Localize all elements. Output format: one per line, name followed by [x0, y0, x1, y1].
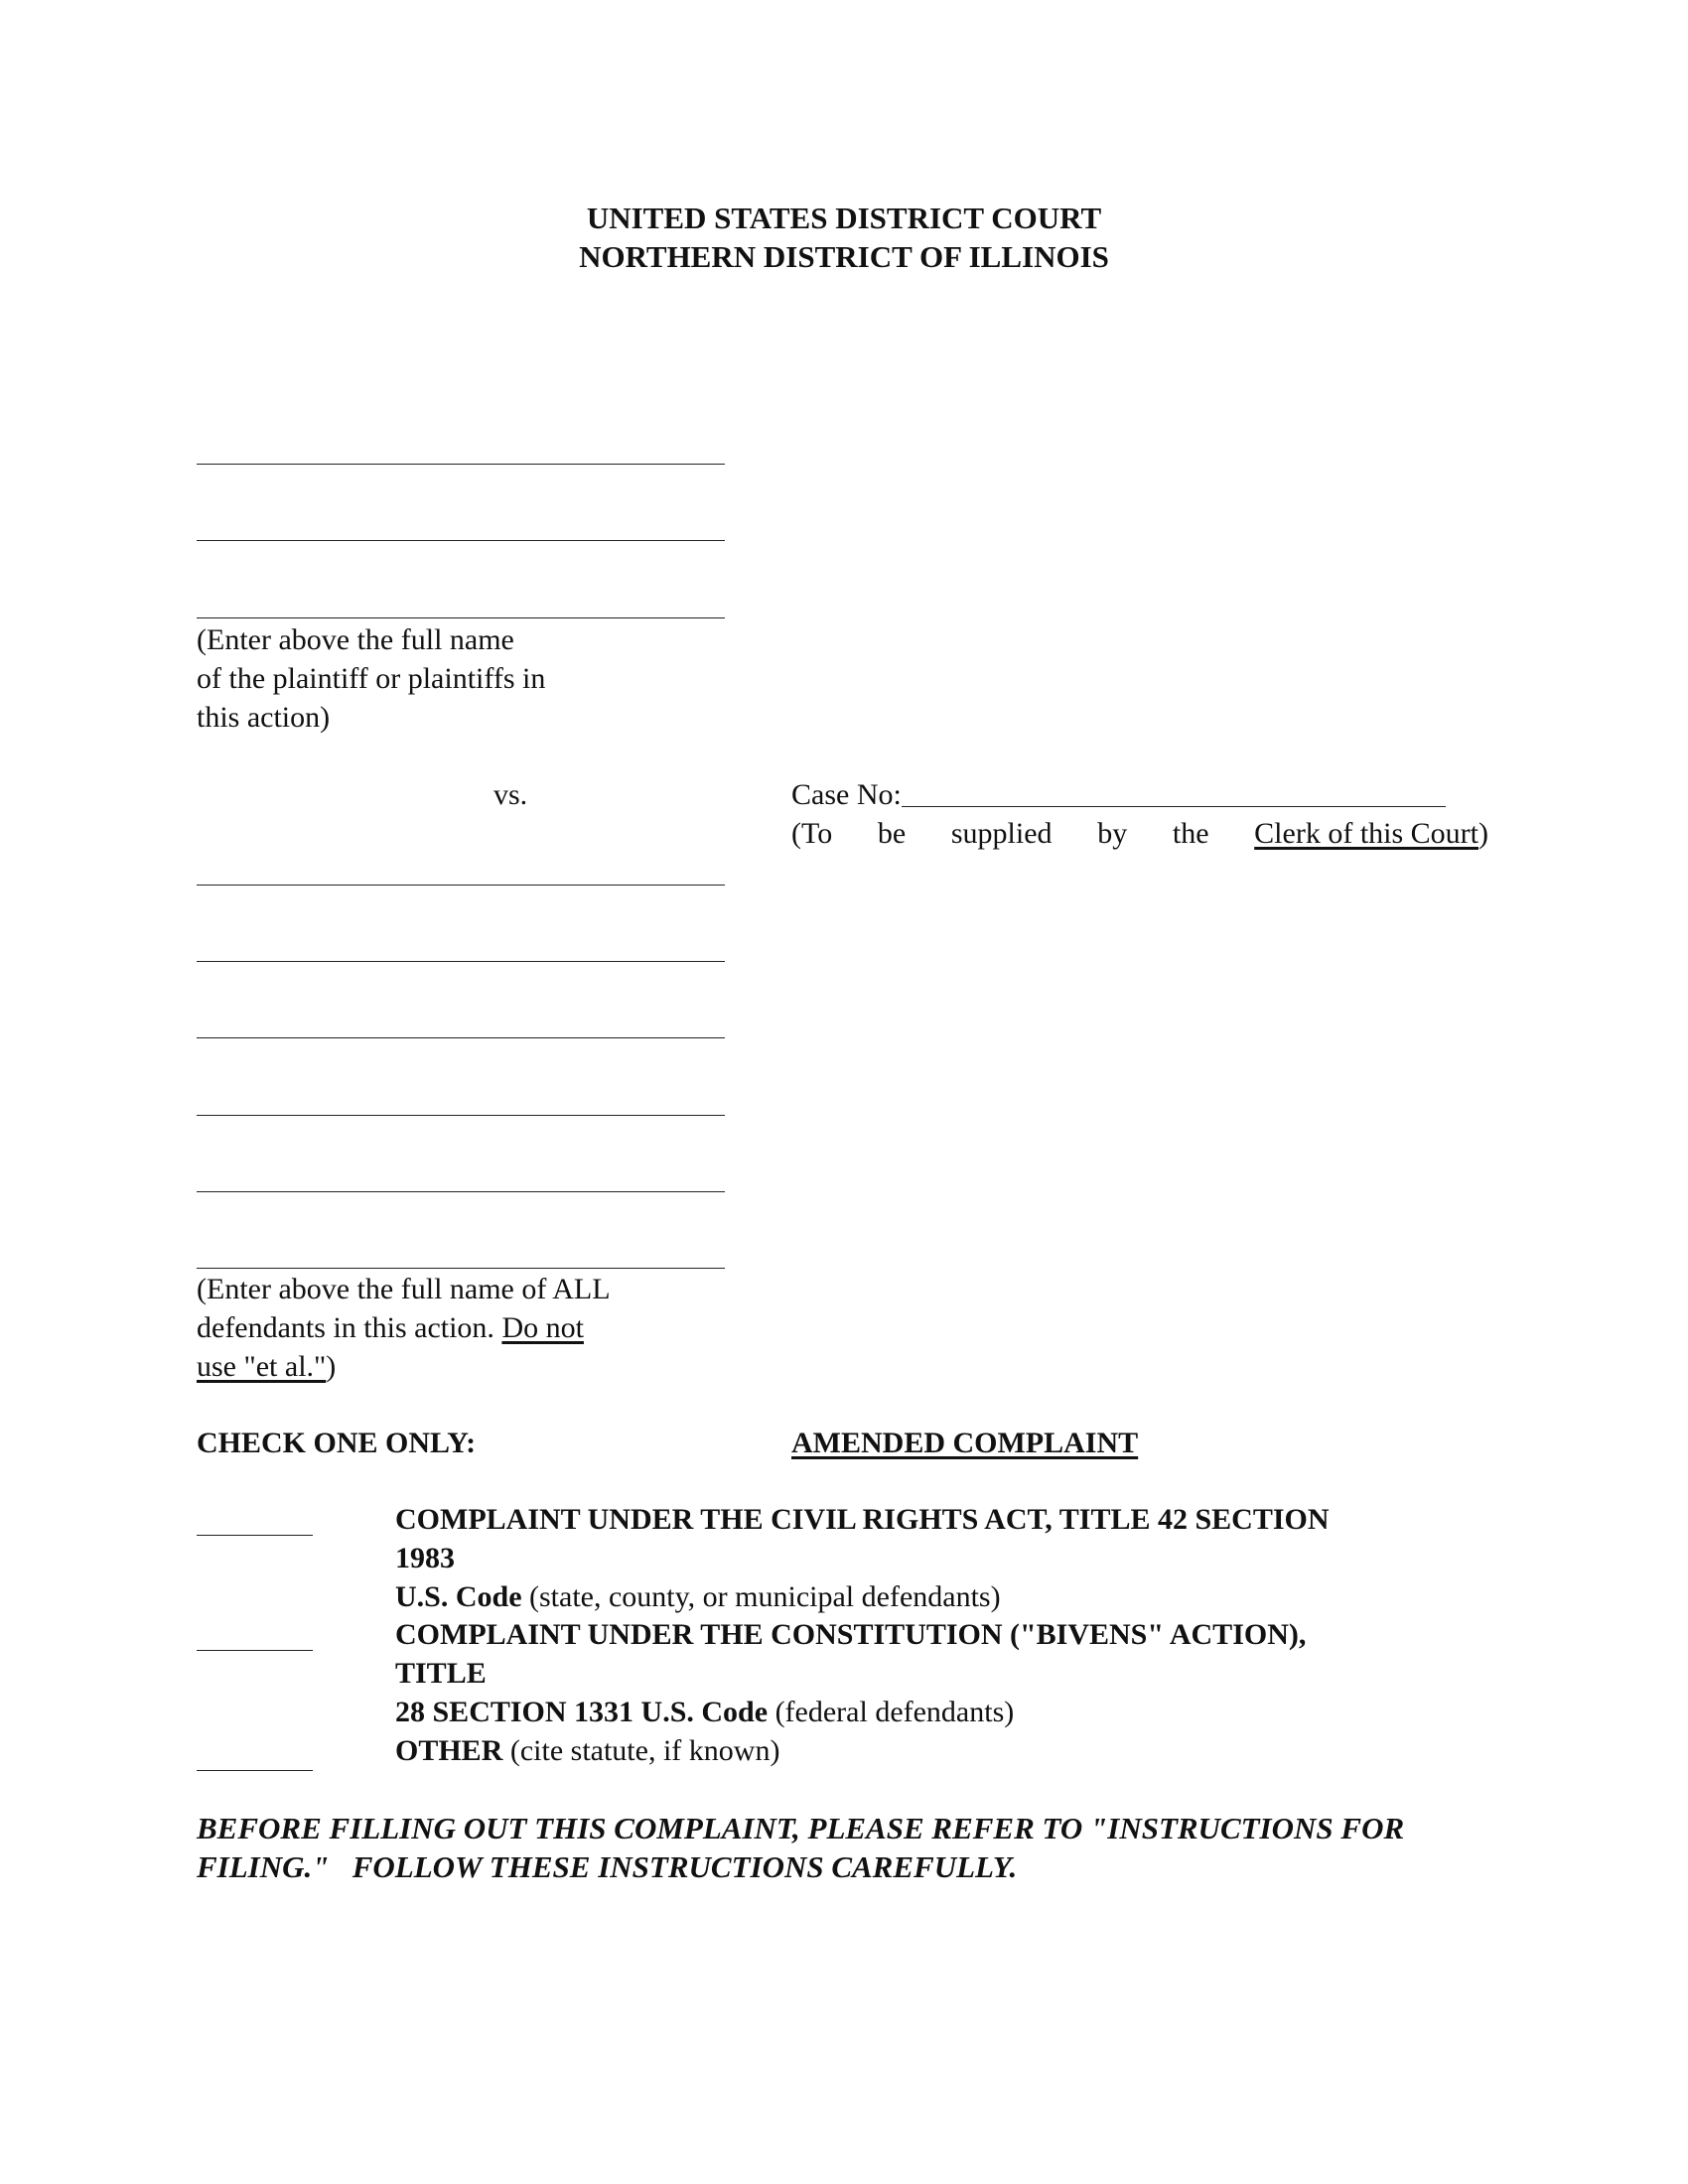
option-civil-rights-act: [395, 1500, 1388, 1616]
supplied-word: (To: [791, 817, 833, 850]
court-name: UNITED STATES DISTRICT COURT: [586, 201, 1102, 235]
option-check-line-other[interactable]: [197, 1770, 313, 1771]
option-description: (cite statute, if known): [502, 1734, 780, 1767]
defendant-name-line-2[interactable]: [197, 961, 725, 962]
defendant-name-line-5[interactable]: [197, 1191, 725, 1192]
close-paren: ): [1478, 817, 1488, 850]
et-al-emphasis: use "et al.": [197, 1350, 327, 1383]
option-title: COMPLAINT UNDER THE CIVIL RIGHTS ACT, TITLE 42 SECTION 1983: [395, 1503, 1330, 1574]
case-number-field: [791, 775, 1446, 814]
supplied-word: be: [877, 817, 907, 850]
option-subline: [395, 1577, 1388, 1616]
option-bivens-action: [395, 1615, 1388, 1731]
plaintiff-instructions-line: (Enter above the full name: [197, 623, 514, 656]
option-title: COMPLAINT UNDER THE CONSTITUTION ("BIVENS" ACTION), TITLE: [395, 1618, 1307, 1690]
case-number-label: Case No:: [791, 778, 902, 811]
defendant-name-line-4[interactable]: [197, 1115, 725, 1116]
option-code: 28 SECTION 1331 U.S. Code: [395, 1696, 769, 1728]
case-number-input-line[interactable]: [902, 806, 1446, 807]
defendant-instructions-line: [197, 1308, 611, 1347]
supplied-word: by: [1097, 817, 1128, 850]
amended-complaint-heading: AMENDED COMPLAINT: [791, 1427, 1139, 1459]
defendant-name-line-3[interactable]: [197, 1037, 725, 1038]
plaintiff-instructions-line: this action): [197, 701, 331, 734]
close-paren: ): [326, 1350, 337, 1383]
do-not-emphasis: Do not: [501, 1311, 584, 1344]
defendant-instructions-text: defendants in this action.: [197, 1311, 502, 1344]
filing-instructions-notice: [197, 1809, 1587, 1886]
plaintiff-name-line-3[interactable]: [197, 617, 725, 618]
clerk-of-court: [1254, 814, 1488, 853]
supplied-word: the: [1172, 817, 1209, 850]
supplied-word: supplied: [950, 817, 1053, 850]
clerk-of-court-text: Clerk of this Court: [1254, 817, 1478, 850]
defendant-instructions-line: (Enter above the full name of ALL: [197, 1273, 611, 1305]
filing-instructions-line: FILING." FOLLOW THESE INSTRUCTIONS CAREFULLY.: [197, 1849, 1018, 1884]
defendant-name-line-1[interactable]: [197, 885, 725, 886]
option-subline: [395, 1731, 1388, 1770]
option-other: [395, 1731, 1388, 1770]
option-description: (state, county, or municipal defendants): [521, 1580, 1001, 1613]
defendant-instructions-line: [197, 1347, 611, 1386]
check-one-heading: CHECK ONE ONLY:: [197, 1427, 477, 1459]
plaintiff-name-line-1[interactable]: [197, 464, 725, 465]
option-subline: [395, 1693, 1388, 1731]
filing-instructions-line: BEFORE FILLING OUT THIS COMPLAINT, PLEASE REFER TO "INSTRUCTIONS FOR: [197, 1811, 1405, 1845]
option-title: OTHER: [395, 1734, 503, 1767]
court-district: NORTHERN DISTRICT OF ILLINOIS: [579, 239, 1109, 274]
defendant-instructions: [197, 1270, 611, 1386]
defendant-name-line-6[interactable]: [197, 1268, 725, 1269]
case-number-note: [791, 814, 1488, 853]
versus-label: vs.: [493, 778, 528, 811]
option-description: (federal defendants): [768, 1696, 1015, 1728]
plaintiff-instructions: [197, 620, 545, 737]
plaintiff-name-line-2[interactable]: [197, 540, 725, 541]
option-check-line-bivens[interactable]: [197, 1650, 313, 1651]
plaintiff-instructions-line: of the plaintiff or plaintiffs in: [197, 662, 546, 695]
option-check-line-civil-rights[interactable]: [197, 1535, 313, 1536]
option-code: U.S. Code: [395, 1580, 522, 1613]
